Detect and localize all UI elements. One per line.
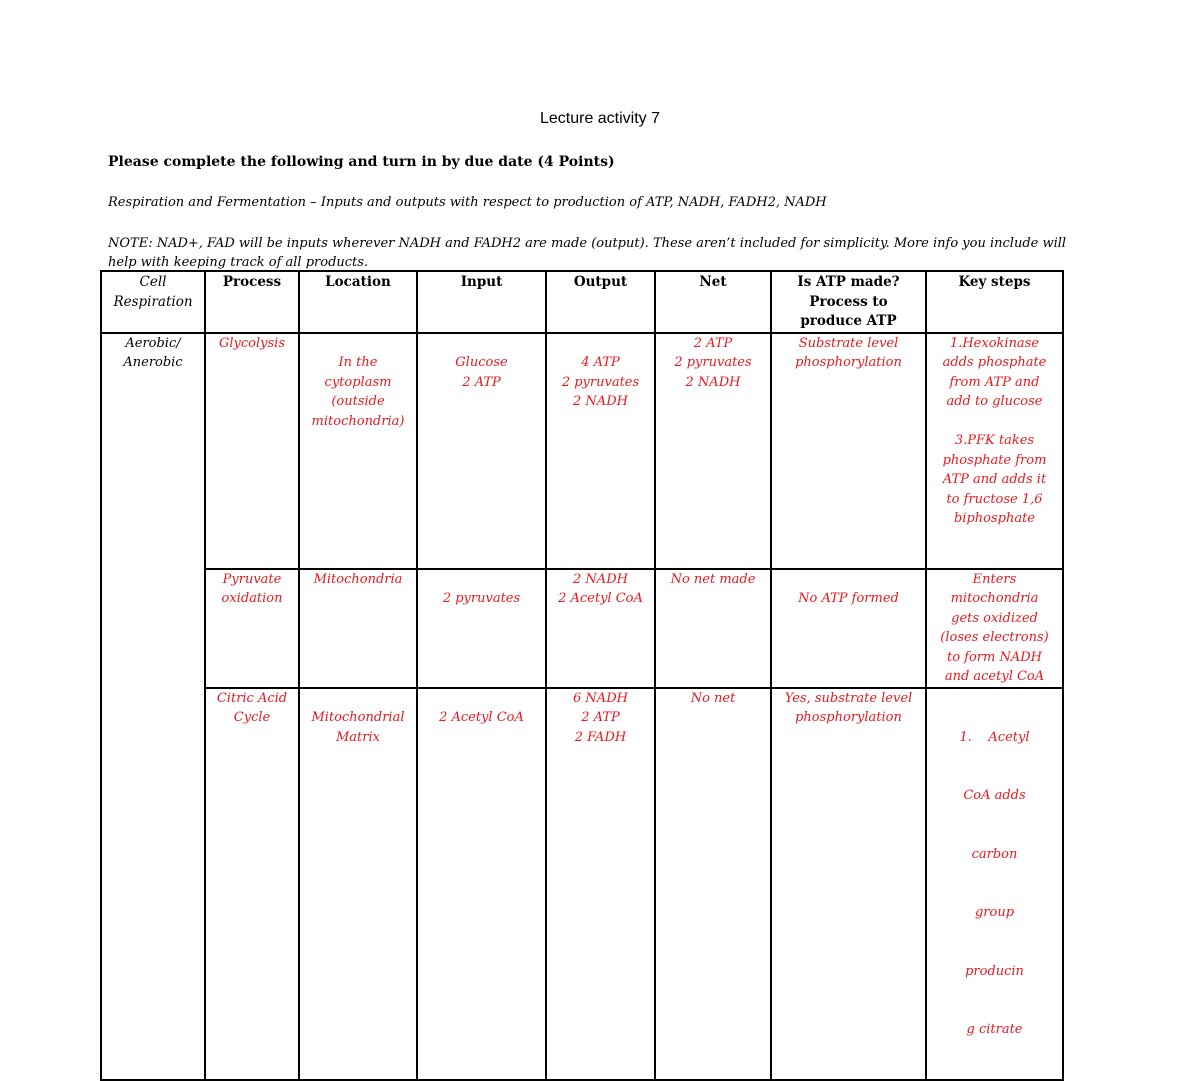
input-cell: 2 Acetyl CoA [417,688,546,1080]
header-atp-made: Is ATP made? Process to produce ATP [771,271,926,333]
output-cell: 2 NADH 2 Acetyl CoA [546,569,655,688]
net-cell: No net [655,688,771,1080]
key-steps-cell: 1.Hexokinase adds phosphate from ATP and add to glucose 3.PFK takes phosphate from ATP and adds it to fructose 1,6 biphosphate [926,333,1063,569]
note: NOTE: NAD+, FAD will be inputs wherever NADH and FADH2 are made (output). These aren’t included for simplicity. More info you include will help with keeping track of all products. [108,236,1067,270]
header-key-steps: Key steps [926,271,1063,333]
input-cell: 2 pyruvates [417,569,546,688]
atp-cell: No ATP formed [771,569,926,688]
input-cell: Glucose 2 ATP [417,333,546,569]
page-title: Lecture activity 7 [539,110,661,127]
process-cell: Pyruvate oxidation [205,569,299,688]
key-steps-cell: Enters mitochondria gets oxidized (loses electrons) to form NADH and acetyl CoA [926,569,1063,688]
header-input: Input [417,271,546,333]
instructions: Please complete the following and turn in by due date (4 Points) [108,154,615,170]
header-net: Net [655,271,771,333]
location-cell: Mitochondrial Matrix [299,688,417,1080]
subtitle: Respiration and Fermentation – Inputs and outputs with respect to production of ATP, NADH, FADH2, NADH [108,195,827,210]
table-row-pyruvate-oxidation [101,569,1063,688]
table-row-glycolysis [101,333,1063,569]
key-steps-cell: 1. Acetyl CoA adds carbon group producin g citrate [926,688,1063,1080]
header-cell-respiration: Cell Respiration [101,271,205,333]
location-cell: In the cytoplasm (outside mitochondria) [299,333,417,569]
output-cell: 4 ATP 2 pyruvates 2 NADH [546,333,655,569]
cell-type: Aerobic/ Anerobic [101,333,205,1080]
location-cell: Mitochondria [299,569,417,688]
header-location: Location [299,271,417,333]
net-cell: 2 ATP 2 pyruvates 2 NADH [655,333,771,569]
header-output: Output [546,271,655,333]
output-cell: 6 NADH 2 ATP 2 FADH [546,688,655,1080]
header-row [101,271,1063,333]
atp-cell: Substrate level phosphorylation [771,333,926,569]
process-cell: Citric Acid Cycle [205,688,299,1080]
header-process: Process [205,271,299,333]
process-cell: Glycolysis [205,333,299,569]
net-cell: No net made [655,569,771,688]
respiration-table [100,270,1064,1081]
table-row-citric-acid-cycle [101,688,1063,1080]
atp-cell: Yes, substrate level phosphorylation [771,688,926,1080]
